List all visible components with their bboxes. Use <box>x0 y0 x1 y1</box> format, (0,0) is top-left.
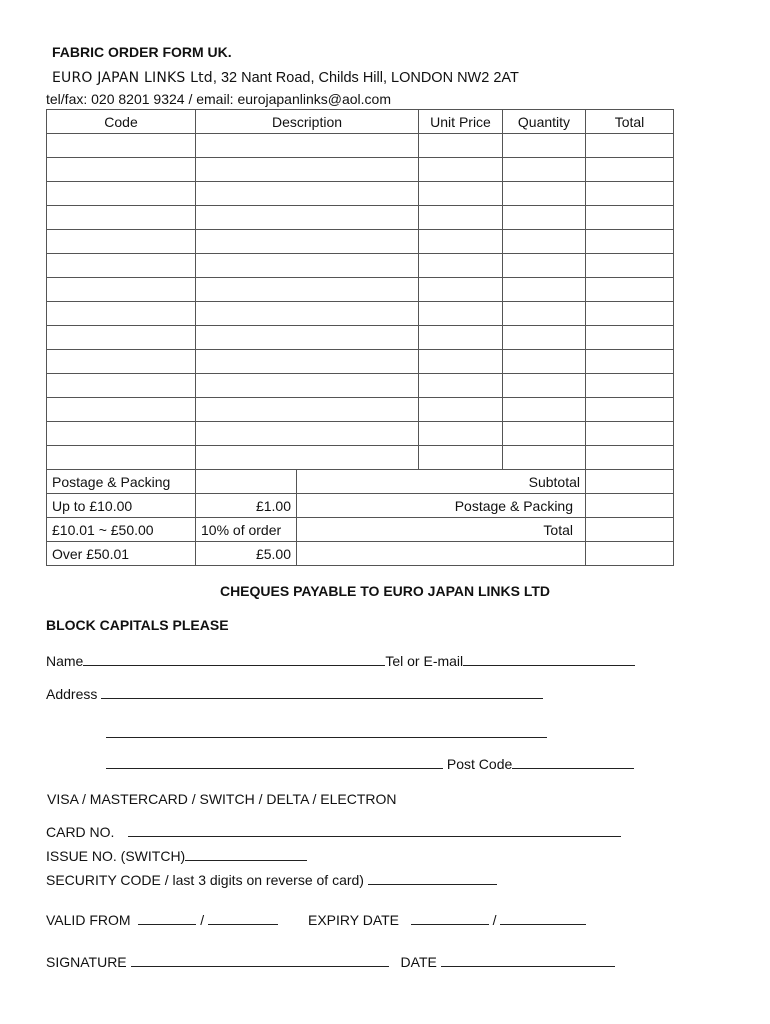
description-cell[interactable] <box>196 326 419 350</box>
unit-price-cell[interactable] <box>419 374 503 398</box>
unit-price-cell[interactable] <box>419 182 503 206</box>
header-description: Description <box>196 110 419 134</box>
quantity-cell[interactable] <box>503 230 586 254</box>
postage-header-row <box>47 470 674 494</box>
address-field-1[interactable] <box>101 685 543 699</box>
code-cell[interactable] <box>47 182 196 206</box>
form-title: FABRIC ORDER FORM UK. <box>52 44 232 60</box>
address-line-1 <box>46 685 543 702</box>
name-line <box>46 652 635 669</box>
issue-no-field[interactable] <box>185 847 307 861</box>
unit-price-cell[interactable] <box>419 254 503 278</box>
unit-price-cell[interactable] <box>419 398 503 422</box>
order-row <box>47 302 674 326</box>
header-code: Code <box>47 110 196 134</box>
code-cell[interactable] <box>47 206 196 230</box>
company-name: EURO JAPAN LINKS Ltd <box>52 70 213 86</box>
card-no-field[interactable] <box>128 823 621 837</box>
postage-range: Up to £10.00 <box>47 494 196 518</box>
description-cell[interactable] <box>196 206 419 230</box>
quantity-cell[interactable] <box>503 254 586 278</box>
quantity-cell[interactable] <box>503 398 586 422</box>
code-cell[interactable] <box>47 302 196 326</box>
address-label: Address <box>46 686 98 702</box>
address-line-3 <box>106 755 634 772</box>
total-label: Total <box>297 518 586 542</box>
dates-line <box>46 911 586 928</box>
order-row <box>47 278 674 302</box>
code-cell[interactable] <box>47 278 196 302</box>
description-cell[interactable] <box>196 230 419 254</box>
quantity-cell[interactable] <box>503 134 586 158</box>
total-cell[interactable] <box>586 374 674 398</box>
quantity-cell[interactable] <box>503 206 586 230</box>
code-cell[interactable] <box>47 326 196 350</box>
security-code-label: SECURITY CODE / last 3 digits on reverse of card) <box>46 872 364 888</box>
block-capitals-heading: BLOCK CAPITALS PLEASE <box>46 617 229 633</box>
code-cell[interactable] <box>47 374 196 398</box>
code-cell[interactable] <box>47 350 196 374</box>
unit-price-cell[interactable] <box>419 422 503 446</box>
description-cell[interactable] <box>196 350 419 374</box>
total-cell[interactable] <box>586 350 674 374</box>
order-row <box>47 182 674 206</box>
card-types: VISA / MASTERCARD / SWITCH / DELTA / ELECTRON <box>47 791 397 807</box>
header-quantity: Quantity <box>503 110 586 134</box>
quantity-cell[interactable] <box>503 350 586 374</box>
street-address: , 32 Nant Road, Childs Hill, LONDON NW2 2AT <box>212 70 519 86</box>
postcode-field[interactable] <box>512 755 634 769</box>
security-code-line <box>46 871 497 888</box>
description-cell[interactable] <box>196 278 419 302</box>
order-table <box>46 109 674 566</box>
quantity-cell[interactable] <box>503 326 586 350</box>
quantity-cell[interactable] <box>503 278 586 302</box>
postage-row <box>47 518 674 542</box>
card-no-line <box>46 823 621 840</box>
postage-row <box>47 542 674 566</box>
postage-charge: £1.00 <box>196 494 297 518</box>
description-cell[interactable] <box>196 422 419 446</box>
name-field[interactable] <box>83 652 385 666</box>
unit-price-cell[interactable] <box>419 134 503 158</box>
order-row <box>47 206 674 230</box>
total-cell[interactable] <box>586 230 674 254</box>
description-cell[interactable] <box>196 374 419 398</box>
unit-price-cell[interactable] <box>419 350 503 374</box>
expiry-date-label: EXPIRY DATE <box>307 912 400 928</box>
quantity-cell[interactable] <box>503 374 586 398</box>
tel-label: Tel or E-mail <box>385 653 464 669</box>
expiry-month-field[interactable] <box>411 911 489 925</box>
postage-range: Over £50.01 <box>47 542 196 566</box>
unit-price-cell[interactable] <box>419 158 503 182</box>
postage-charge: £5.00 <box>196 542 297 566</box>
code-cell[interactable] <box>47 158 196 182</box>
unit-price-cell[interactable] <box>419 326 503 350</box>
postcode-label: Post Code <box>446 756 513 772</box>
header-unit-price: Unit Price <box>419 110 503 134</box>
order-row <box>47 134 674 158</box>
code-cell[interactable] <box>47 398 196 422</box>
order-row <box>47 254 674 278</box>
description-cell[interactable] <box>196 158 419 182</box>
subtotal-value[interactable] <box>586 470 674 494</box>
total-cell[interactable] <box>586 398 674 422</box>
order-row <box>47 350 674 374</box>
address-field-2[interactable] <box>106 724 547 738</box>
unit-price-cell[interactable] <box>419 230 503 254</box>
postage-row <box>47 494 674 518</box>
postage-range: £10.01 ~ £50.00 <box>47 518 196 542</box>
total-cell[interactable] <box>586 278 674 302</box>
unit-price-cell[interactable] <box>419 278 503 302</box>
expiry-slash: / <box>492 912 497 928</box>
quantity-cell[interactable] <box>503 158 586 182</box>
code-cell[interactable] <box>47 422 196 446</box>
company-address <box>52 70 519 86</box>
valid-from-year-field[interactable] <box>208 911 278 925</box>
signature-line <box>46 953 615 970</box>
postage-summary-blank <box>297 542 586 566</box>
total-cell[interactable] <box>586 254 674 278</box>
date-field[interactable] <box>441 953 615 967</box>
signature-field[interactable] <box>131 953 389 967</box>
unit-price-cell[interactable] <box>419 446 503 470</box>
issue-no-label: ISSUE NO. (SWITCH) <box>46 848 186 864</box>
code-cell[interactable] <box>47 230 196 254</box>
expiry-year-field[interactable] <box>500 911 586 925</box>
quantity-cell[interactable] <box>503 182 586 206</box>
description-cell[interactable] <box>196 302 419 326</box>
postage-summary-label: Postage & Packing <box>297 494 586 518</box>
signature-label: SIGNATURE <box>46 954 127 970</box>
postage-blank-value <box>586 542 674 566</box>
order-row <box>47 446 674 470</box>
total-cell[interactable] <box>586 182 674 206</box>
total-cell[interactable] <box>586 158 674 182</box>
address-line-2 <box>106 724 547 741</box>
postage-blank <box>196 470 297 494</box>
security-code-field[interactable] <box>368 871 497 885</box>
name-label: Name <box>46 653 84 669</box>
description-cell[interactable] <box>196 134 419 158</box>
tel-email-field[interactable] <box>463 652 635 666</box>
valid-from-label: VALID FROM <box>46 912 131 928</box>
unit-price-cell[interactable] <box>419 206 503 230</box>
total-value[interactable] <box>586 518 674 542</box>
table-header-row <box>47 110 674 134</box>
postage-value[interactable] <box>586 494 674 518</box>
card-no-label: CARD NO. <box>46 824 115 840</box>
quantity-cell[interactable] <box>503 302 586 326</box>
postage-label: Postage & Packing <box>47 470 196 494</box>
code-cell[interactable] <box>47 254 196 278</box>
order-row <box>47 374 674 398</box>
description-cell[interactable] <box>196 254 419 278</box>
total-cell[interactable] <box>586 134 674 158</box>
order-row <box>47 422 674 446</box>
description-cell[interactable] <box>196 182 419 206</box>
order-row <box>47 398 674 422</box>
quantity-cell[interactable] <box>503 422 586 446</box>
contact-details: tel/fax: 020 8201 9324 / email: eurojapanlinks@aol.com <box>46 91 391 107</box>
code-cell[interactable] <box>47 134 196 158</box>
description-cell[interactable] <box>196 398 419 422</box>
total-cell[interactable] <box>586 446 674 470</box>
total-cell[interactable] <box>586 326 674 350</box>
quantity-cell[interactable] <box>503 446 586 470</box>
total-cell[interactable] <box>586 206 674 230</box>
header-total: Total <box>586 110 674 134</box>
cheques-notice: CHEQUES PAYABLE TO EURO JAPAN LINKS LTD <box>219 583 551 599</box>
valid-from-month-field[interactable] <box>138 911 196 925</box>
unit-price-cell[interactable] <box>419 302 503 326</box>
address-field-3[interactable] <box>106 755 443 769</box>
date-label: DATE <box>400 954 437 970</box>
subtotal-label: Subtotal <box>297 470 586 494</box>
order-row <box>47 230 674 254</box>
valid-from-slash: / <box>200 912 205 928</box>
order-row <box>47 158 674 182</box>
code-cell[interactable] <box>47 446 196 470</box>
total-cell[interactable] <box>586 422 674 446</box>
description-cell[interactable] <box>196 446 419 470</box>
order-row <box>47 326 674 350</box>
total-cell[interactable] <box>586 302 674 326</box>
issue-no-line <box>46 847 307 864</box>
postage-charge: 10% of order <box>196 518 297 542</box>
